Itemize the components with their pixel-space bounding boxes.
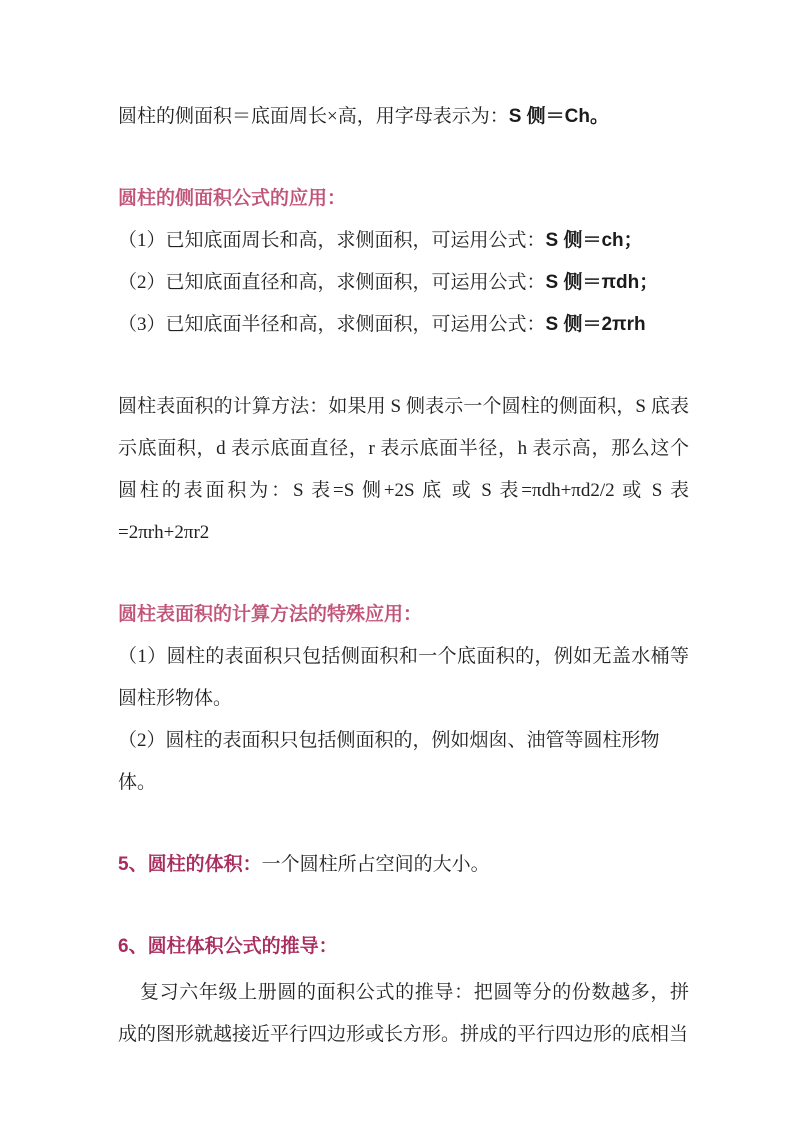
- point5-paragraph: [118, 844, 689, 886]
- section1-item-3-text: （3）已知底面半径和高，求侧面积，可运用公式：: [118, 314, 546, 335]
- point6-label: 6、圆柱体积公式的推导：: [118, 936, 338, 957]
- section1-item-2: [118, 262, 689, 304]
- section1-item-1-text: （1）已知底面周长和高，求侧面积，可运用公式：: [118, 230, 546, 251]
- point5-label: 5、圆柱的体积：: [118, 854, 262, 875]
- intro-text: 圆柱的侧面积＝底面周长×高，用字母表示为：: [118, 106, 509, 127]
- section1-item-2-text: （2）已知底面直径和高，求侧面积，可运用公式：: [118, 272, 546, 293]
- section1-item-3: [118, 304, 689, 346]
- point6-paragraph: [118, 926, 689, 968]
- section2-item-2: （2）圆柱的表面积只包括侧面积的，例如烟囱、油管等圆柱形物体。: [118, 730, 660, 793]
- section2-item-1: （1）圆柱的表面积只包括侧面积和一个底面积的，例如无盖水桶等圆柱形物体。: [118, 646, 689, 709]
- section1-item-3-formula: S 侧＝2πrh: [545, 314, 646, 335]
- section2-heading: 圆柱表面积的计算方法的特殊应用：: [118, 604, 423, 625]
- section1-item-2-formula: S 侧＝πdh；: [545, 272, 659, 293]
- section1-item-1-formula: S 侧＝ch；: [545, 230, 643, 251]
- section1-heading: 圆柱的侧面积公式的应用：: [118, 188, 347, 209]
- intro-formula: S 侧＝Ch。: [508, 106, 609, 127]
- derivation-paragraph: 复习六年级上册圆的面积公式的推导：把圆等分的份数越多，拼成的图形就越接近平行四边形或长方形。拼成的平行四边形的底相当: [118, 982, 689, 1045]
- section1-item-1: [118, 220, 689, 262]
- surface-area-paragraph: 圆柱表面积的计算方法：如果用 S 侧表示一个圆柱的侧面积，S 底表示底面积，d 表示底面直径，r 表示底面半径，h 表示高，那么这个圆柱的表面积为：S 表=S 侧+2S 底 或 S 表=πdh+πd2/2 或 S 表=2πrh+2πr2: [118, 396, 689, 543]
- point5-text: 一个圆柱所占空间的大小。: [261, 854, 490, 875]
- intro-paragraph: [118, 96, 689, 138]
